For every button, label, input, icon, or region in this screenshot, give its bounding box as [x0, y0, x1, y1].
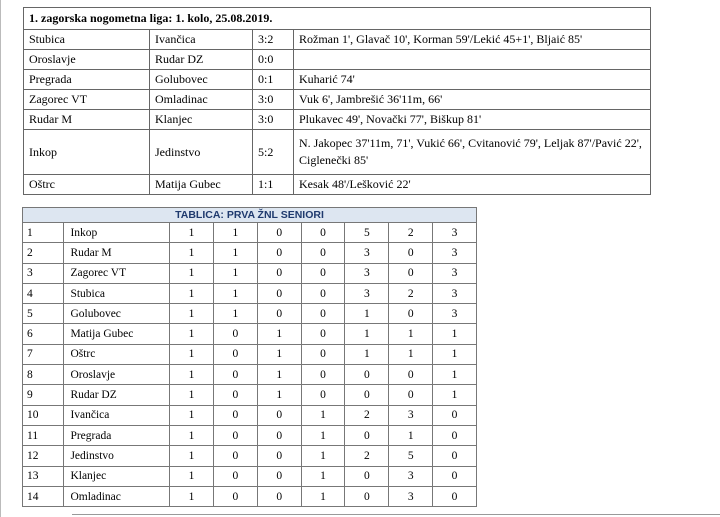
standings-row [23, 365, 477, 385]
results-title: 1. zagorska nogometna liga: 1. kolo, 25.08.2019. [24, 8, 651, 30]
team-name: Ivančica [64, 405, 170, 425]
away-team: Jedinstvo [150, 130, 253, 175]
standings-row [23, 385, 477, 405]
team-name: Oštrc [64, 344, 170, 364]
match-results-table [23, 7, 651, 195]
stat-value: 0 [213, 446, 257, 466]
stat-value: 1 [345, 324, 389, 344]
standings-row [23, 425, 477, 445]
stat-value: 3 [433, 283, 477, 303]
standings-title: TABLICA: PRVA ŽNL SENIORI [23, 208, 477, 223]
stat-value: 0 [301, 304, 345, 324]
stat-value: 0 [213, 324, 257, 344]
standings-row [23, 263, 477, 283]
stat-value: 0 [257, 263, 301, 283]
match-row [24, 110, 651, 130]
stat-value: 0 [301, 365, 345, 385]
stat-value: 1 [213, 223, 257, 243]
stat-value: 1 [213, 243, 257, 263]
team-name: Inkop [64, 223, 170, 243]
stat-value: 1 [170, 425, 214, 445]
bottom-divider [72, 514, 720, 515]
stat-value: 1 [389, 344, 433, 364]
team-rank: 3 [23, 263, 64, 283]
stat-value: 3 [433, 304, 477, 324]
away-team: Klanjec [150, 110, 253, 130]
match-score: 1:1 [253, 175, 294, 195]
stat-value: 1 [257, 324, 301, 344]
stat-value: 1 [301, 446, 345, 466]
stat-value: 0 [345, 385, 389, 405]
away-team: Ivančica [150, 30, 253, 50]
stat-value: 2 [345, 446, 389, 466]
stat-value: 0 [213, 405, 257, 425]
team-name: Matija Gubec [64, 324, 170, 344]
stat-value: 2 [389, 283, 433, 303]
standings-row [23, 446, 477, 466]
stat-value: 0 [213, 365, 257, 385]
page-left-edge [0, 0, 1, 517]
match-score: 3:2 [253, 30, 294, 50]
stat-value: 1 [170, 243, 214, 263]
stat-value: 0 [389, 365, 433, 385]
stat-value: 0 [301, 385, 345, 405]
stat-value: 0 [213, 466, 257, 486]
match-score: 3:0 [253, 90, 294, 110]
stat-value: 0 [213, 344, 257, 364]
stat-value: 0 [301, 243, 345, 263]
match-score: 0:1 [253, 70, 294, 90]
stat-value: 1 [257, 365, 301, 385]
stat-value: 1 [170, 405, 214, 425]
match-row [24, 90, 651, 110]
stat-value: 0 [213, 486, 257, 506]
stat-value: 1 [257, 344, 301, 364]
stat-value: 0 [345, 466, 389, 486]
team-name: Omladinac [64, 486, 170, 506]
team-name: Golubovec [64, 304, 170, 324]
team-rank: 1 [23, 223, 64, 243]
stat-value: 0 [433, 466, 477, 486]
stat-value: 1 [170, 324, 214, 344]
stat-value: 1 [301, 425, 345, 445]
stat-value: 0 [389, 304, 433, 324]
stat-value: 3 [389, 405, 433, 425]
stat-value: 0 [433, 425, 477, 445]
stat-value: 0 [257, 405, 301, 425]
match-scorers: Kuharić 74' [294, 70, 651, 90]
stat-value: 0 [301, 223, 345, 243]
standings-table [22, 207, 477, 507]
team-name: Jedinstvo [64, 446, 170, 466]
stat-value: 0 [257, 446, 301, 466]
home-team: Zagorec VT [24, 90, 150, 110]
stat-value: 1 [170, 446, 214, 466]
away-team: Matija Gubec [150, 175, 253, 195]
standings-row [23, 486, 477, 506]
stat-value: 2 [345, 405, 389, 425]
stat-value: 1 [170, 466, 214, 486]
stat-value: 1 [257, 385, 301, 405]
match-scorers: Plukavec 49', Novački 77', Biškup 81' [294, 110, 651, 130]
match-row [24, 30, 651, 50]
team-rank: 4 [23, 283, 64, 303]
team-rank: 5 [23, 304, 64, 324]
stat-value: 1 [213, 263, 257, 283]
stat-value: 0 [213, 385, 257, 405]
away-team: Omladinac [150, 90, 253, 110]
stat-value: 0 [301, 344, 345, 364]
stat-value: 1 [170, 365, 214, 385]
team-rank: 10 [23, 405, 64, 425]
match-scorers [294, 50, 651, 70]
match-scorers: Rožman 1', Glavač 10', Korman 59'/Lekić 45+1', Bljaić 85' [294, 30, 651, 50]
team-name: Stubica [64, 283, 170, 303]
home-team: Inkop [24, 130, 150, 175]
home-team: Pregrada [24, 70, 150, 90]
stat-value: 0 [389, 385, 433, 405]
stat-value: 5 [345, 223, 389, 243]
stat-value: 1 [213, 304, 257, 324]
stat-value: 2 [389, 223, 433, 243]
stat-value: 0 [301, 283, 345, 303]
match-row [24, 130, 651, 175]
team-rank: 8 [23, 365, 64, 385]
team-rank: 13 [23, 466, 64, 486]
home-team: Stubica [24, 30, 150, 50]
stat-value: 0 [301, 324, 345, 344]
standings-row [23, 324, 477, 344]
match-score: 5:2 [253, 130, 294, 175]
stat-value: 3 [433, 243, 477, 263]
stat-value: 1 [170, 223, 214, 243]
standings-row [23, 243, 477, 263]
stat-value: 0 [257, 466, 301, 486]
match-score: 3:0 [253, 110, 294, 130]
stat-value: 3 [389, 466, 433, 486]
team-rank: 12 [23, 446, 64, 466]
standings-title-row [23, 208, 477, 223]
stat-value: 0 [213, 425, 257, 445]
team-rank: 11 [23, 425, 64, 445]
stat-value: 0 [257, 304, 301, 324]
match-scorers: N. Jakopec 37'11m, 71', Vukić 66', Cvitanović 79', Leljak 87'/Pavić 22', Ciglenečki 85' [294, 130, 651, 175]
stat-value: 1 [170, 304, 214, 324]
team-name: Rudar M [64, 243, 170, 263]
stat-value: 1 [433, 344, 477, 364]
team-rank: 9 [23, 385, 64, 405]
stat-value: 1 [433, 324, 477, 344]
standings-row [23, 223, 477, 243]
team-rank: 2 [23, 243, 64, 263]
stat-value: 0 [389, 243, 433, 263]
stat-value: 0 [257, 283, 301, 303]
match-row [24, 70, 651, 90]
match-score: 0:0 [253, 50, 294, 70]
team-name: Oroslavje [64, 365, 170, 385]
home-team: Rudar M [24, 110, 150, 130]
team-rank: 7 [23, 344, 64, 364]
team-name: Pregrada [64, 425, 170, 445]
stat-value: 1 [389, 324, 433, 344]
standings-row [23, 344, 477, 364]
standings-row [23, 405, 477, 425]
stat-value: 1 [301, 486, 345, 506]
stat-value: 3 [433, 263, 477, 283]
stat-value: 3 [345, 263, 389, 283]
stat-value: 1 [170, 263, 214, 283]
stat-value: 0 [257, 243, 301, 263]
stat-value: 1 [345, 344, 389, 364]
standings-row [23, 283, 477, 303]
match-scorers: Kesak 48'/Lešković 22' [294, 175, 651, 195]
stat-value: 0 [345, 486, 389, 506]
match-scorers: Vuk 6', Jambrešić 36'11m, 66' [294, 90, 651, 110]
stat-value: 1 [170, 486, 214, 506]
stat-value: 1 [301, 466, 345, 486]
stat-value: 3 [389, 486, 433, 506]
stat-value: 0 [433, 446, 477, 466]
stat-value: 3 [433, 223, 477, 243]
stat-value: 3 [345, 243, 389, 263]
home-team: Oštrc [24, 175, 150, 195]
team-name: Rudar DZ [64, 385, 170, 405]
stat-value: 1 [345, 304, 389, 324]
stat-value: 0 [433, 486, 477, 506]
stat-value: 0 [257, 425, 301, 445]
stat-value: 1 [170, 385, 214, 405]
results-title-row [24, 8, 651, 30]
match-row [24, 175, 651, 195]
standings-row [23, 304, 477, 324]
team-rank: 6 [23, 324, 64, 344]
stat-value: 5 [389, 446, 433, 466]
stat-value: 1 [301, 405, 345, 425]
stat-value: 1 [433, 385, 477, 405]
standings-row [23, 466, 477, 486]
stat-value: 1 [389, 425, 433, 445]
stat-value: 0 [345, 425, 389, 445]
team-name: Klanjec [64, 466, 170, 486]
team-rank: 14 [23, 486, 64, 506]
away-team: Rudar DZ [150, 50, 253, 70]
stat-value: 1 [433, 365, 477, 385]
stat-value: 0 [257, 223, 301, 243]
team-name: Zagorec VT [64, 263, 170, 283]
stat-value: 0 [345, 365, 389, 385]
stat-value: 1 [170, 344, 214, 364]
match-row [24, 50, 651, 70]
stat-value: 0 [433, 405, 477, 425]
stat-value: 1 [213, 283, 257, 303]
home-team: Oroslavje [24, 50, 150, 70]
away-team: Golubovec [150, 70, 253, 90]
stat-value: 0 [389, 263, 433, 283]
stat-value: 0 [301, 263, 345, 283]
stat-value: 0 [257, 486, 301, 506]
stat-value: 3 [345, 283, 389, 303]
stat-value: 1 [170, 283, 214, 303]
